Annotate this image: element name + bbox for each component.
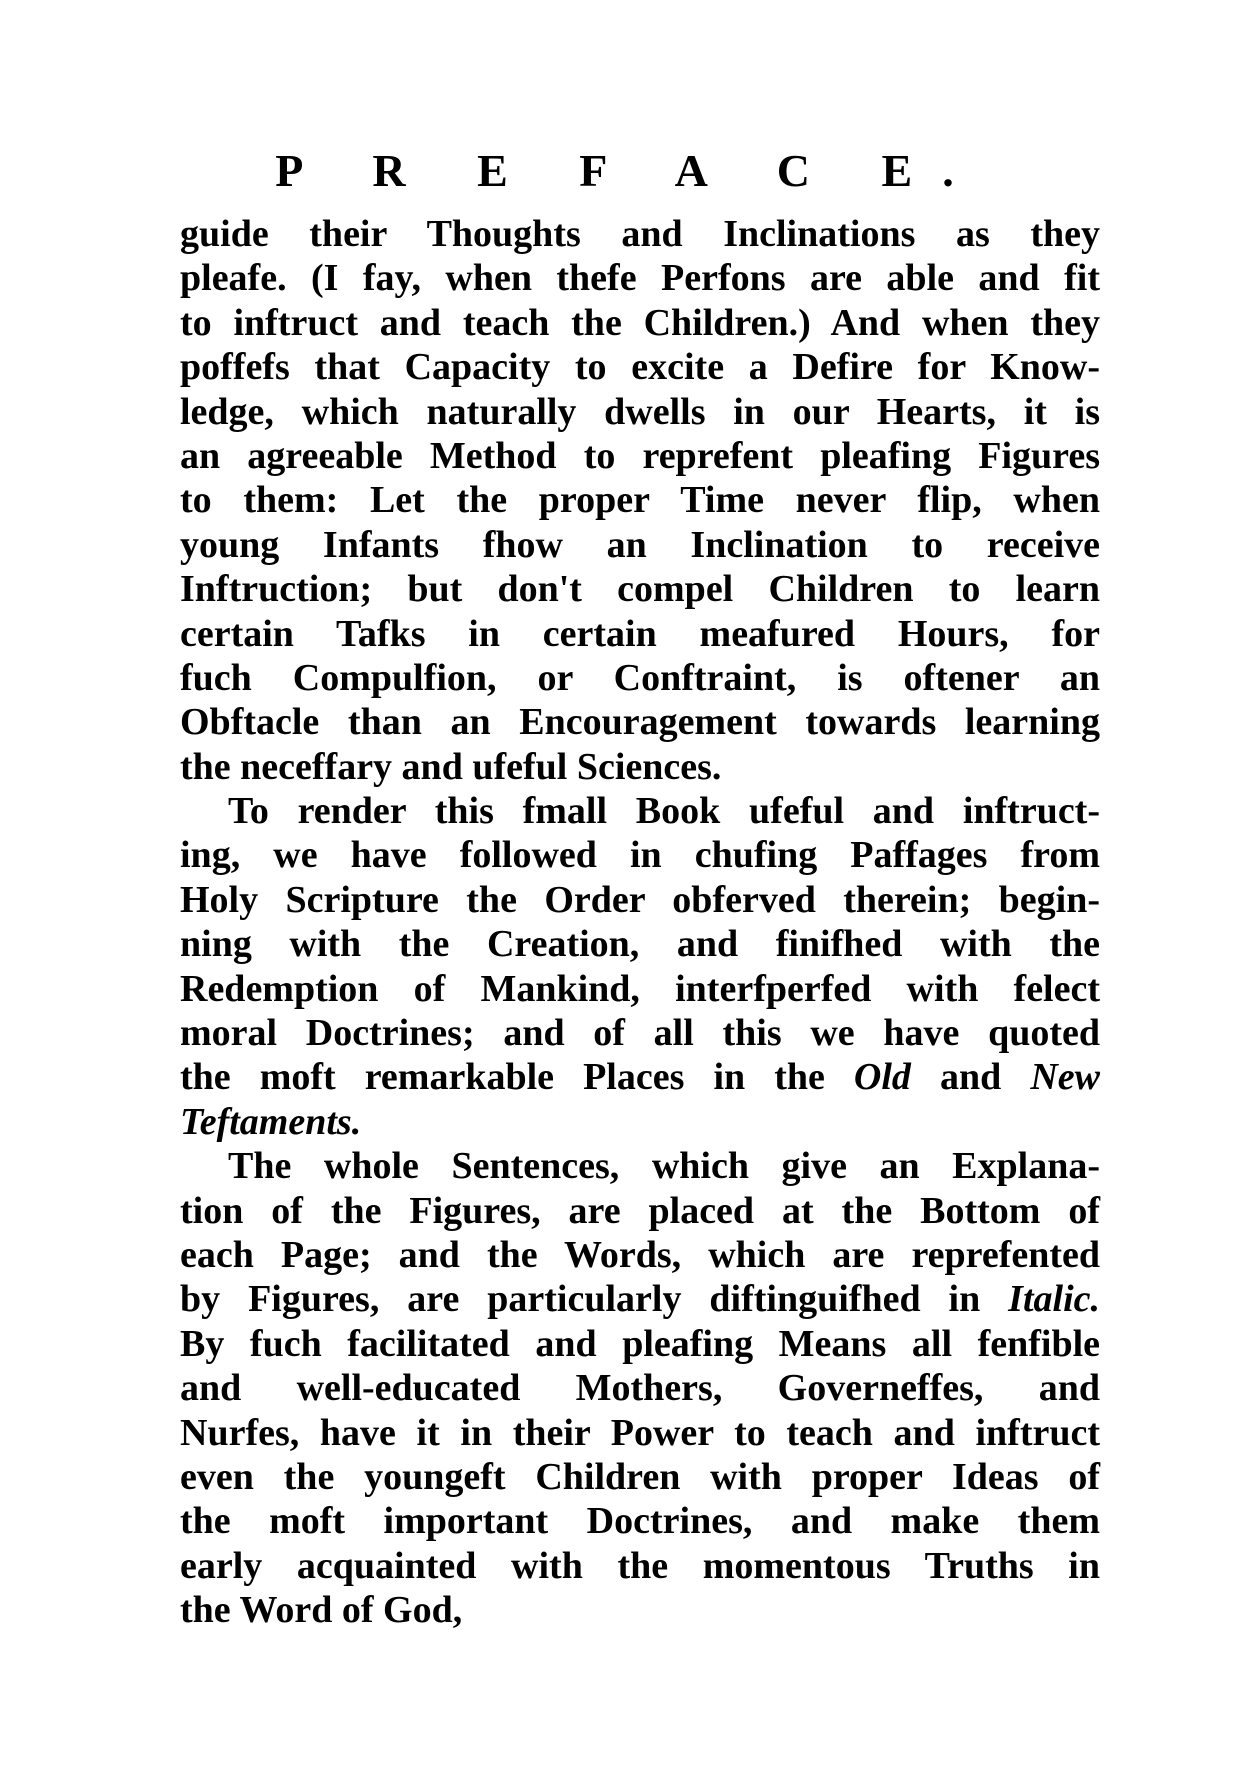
text-line: ning with the Creation, and finifhed with the xyxy=(180,923,1100,966)
text-line xyxy=(180,1277,1100,1321)
text-line: even the youngeft Children with proper Ideas of xyxy=(180,1455,1100,1498)
text-line: early acquainted with the momentous Truths in xyxy=(180,1544,1100,1587)
text-line: Nurfes, have it in their Power to teach and inftruct xyxy=(180,1411,1100,1454)
italic-word: Old xyxy=(853,1056,911,1099)
text-line: each Page; and the Words, which are reprefented xyxy=(180,1233,1100,1276)
text-line: Redemption of Mankind, interfperfed with felect xyxy=(180,967,1100,1010)
text-line: the neceffary and ufeful Sciences. xyxy=(180,745,722,788)
text-line: pleafe. (I fay, when thefe Perfons are able and fit xyxy=(180,257,1100,300)
text-line: ledge, which naturally dwells in our Hearts, it is xyxy=(180,390,1100,433)
text-line: fuch Compulfion, or Conftraint, is oftener an xyxy=(180,656,1100,699)
text-line: Inftruction; but don't compel Children to learn xyxy=(180,568,1100,611)
text-line: the Word of God, xyxy=(180,1589,463,1632)
text-line: Obftacle than an Encouragement towards learning xyxy=(180,701,1100,744)
text-line: To render this fmall Book ufeful and inftruct- xyxy=(228,790,1100,833)
page-title: P R E F A C E. xyxy=(275,145,984,196)
text-line: tion of the Figures, are placed at the Bottom of xyxy=(180,1189,1100,1232)
text-line: The whole Sentences, which give an Explana- xyxy=(228,1145,1100,1188)
text-line: poffefs that Capacity to excite a Defire for Know- xyxy=(180,346,1100,389)
text-line: Holy Scripture the Order obferved therein; begin- xyxy=(180,878,1100,921)
text-segment: the moft remarkable Places in the xyxy=(180,1056,854,1099)
text-line: the moft important Doctrines, and make them xyxy=(180,1500,1100,1543)
text-line: young Infants fhow an Inclination to receive xyxy=(180,523,1100,566)
preface-text xyxy=(180,212,1100,1633)
italic-word: Italic. xyxy=(1008,1278,1100,1321)
text-line: moral Doctrines; and of all this we have quoted xyxy=(180,1012,1100,1055)
text-line: and well-educated Mothers, Governeffes, and xyxy=(180,1367,1100,1410)
text-line: Teftaments. xyxy=(180,1100,362,1143)
italic-word: New xyxy=(1030,1056,1100,1099)
text-line: to them: Let the proper Time never flip, when xyxy=(180,479,1100,522)
text-segment: and xyxy=(910,1056,1031,1099)
text-segment: by Figures, are particularly diftinguifhed in xyxy=(180,1278,1009,1321)
text-line: an agreeable Method to reprefent pleafing Figures xyxy=(180,434,1100,477)
text-line: By fuch facilitated and pleafing Means all fenfible xyxy=(180,1322,1100,1365)
text-line: to inftruct and teach the Children.) And when they xyxy=(180,301,1100,344)
text-line: certain Tafks in certain meafured Hours, for xyxy=(180,612,1100,655)
text-line xyxy=(180,1055,1100,1099)
text-line: ing, we have followed in chufing Paffages from xyxy=(180,834,1100,877)
text-line: guide their Thoughts and Inclinations as they xyxy=(180,213,1100,255)
